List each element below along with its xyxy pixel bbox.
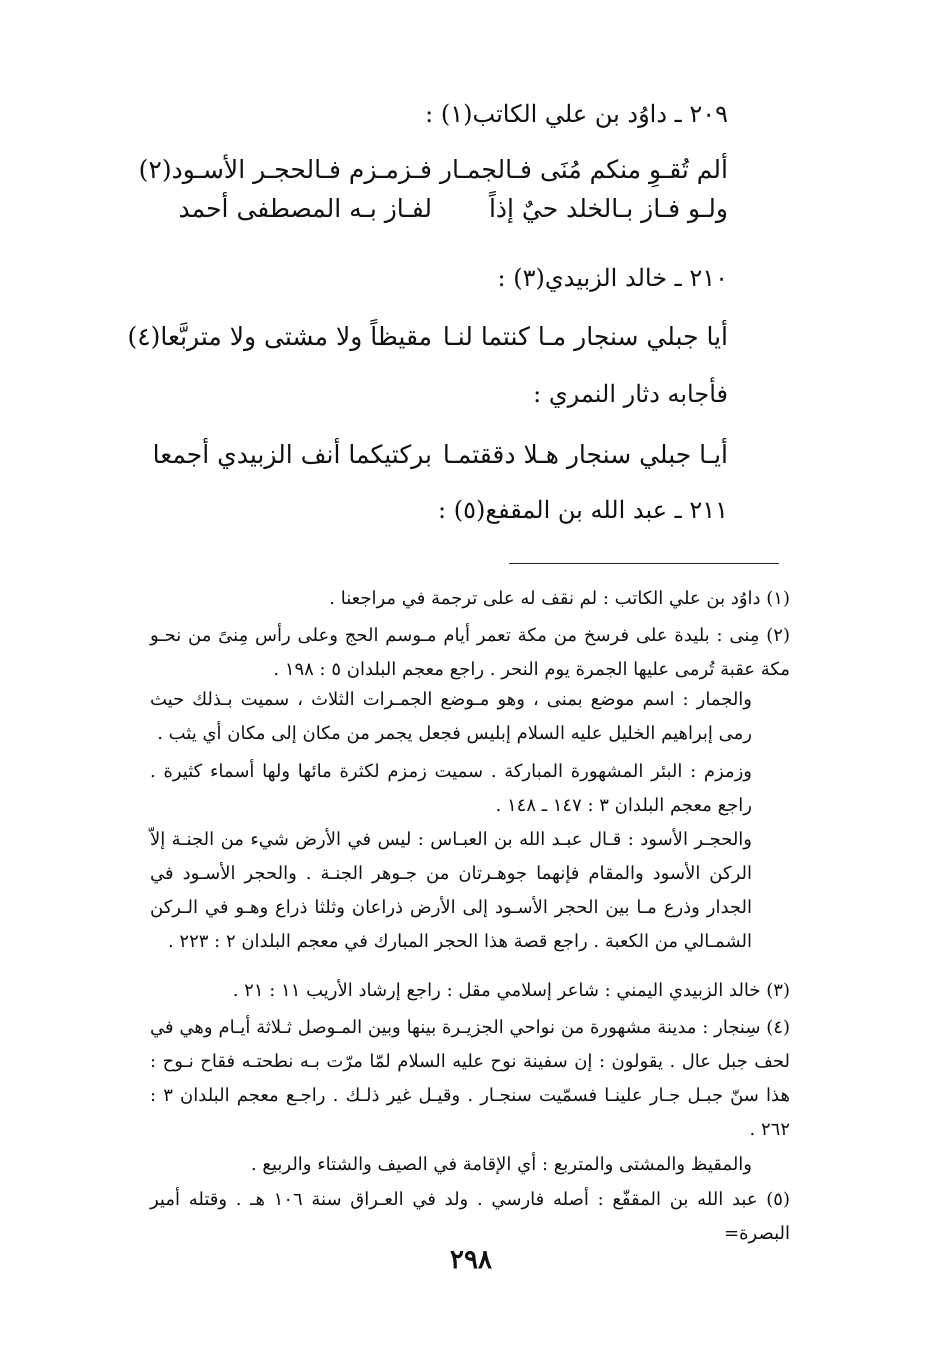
- verse-2-second-hemistich: لفـاز بـه المصطفى أحمد: [178, 194, 432, 223]
- footnote-2: (٢) مِنى : بليدة على فرسخ من مكة تعمر أيام مـوسم الحج وعلى رأس مِنىً من نحـو مكة عقبة تُرمى عليها الجمرة يوم النحر . راجع معجم البلدان ٥ : ١٩٨ .: [150, 625, 790, 680]
- verse-2-first-hemistich: ولـو فـاز بـالخلد حيٌ إذاً: [488, 194, 728, 223]
- footnote-1: (١) داوُد بن علي الكاتب : لم نقف له على ترجمة في مراجعنا .: [329, 588, 790, 609]
- page-number: ٢٩٨: [450, 1245, 492, 1275]
- verse-1-second-hemistich: فـزمـزم فـالحجـر الأسـود(٢): [138, 155, 432, 184]
- footnote-2-zamzam: وزمزم : البئر المشهورة المباركة . سميت زمزم لكثرة مائها ولها أسماء كثيرة . راجع معجم البلدان ٣ : ١٤٧ ـ ١٤٨ .: [150, 761, 752, 816]
- verse-4-first-hemistich: أيـا جبلي سنجار هـلا دققتمـا: [442, 440, 728, 469]
- footnote-4-muqayyaz: والمقيظ والمشتى والمتربع : أي الإقامة في الصيف والشتاء والربيع .: [250, 1154, 752, 1175]
- footnote-2-black-stone: والحجـر الأسود : قـال عبـد الله بن العبـاس : ليس في الأرض شيء من الجنـة إلاّ الركن الأسود والمقام فإنهما جوهـرتان من جـوهر الجنـة . والحجر الأسـود في الجدار وذرع مـا بين الحجر الأسـود إلى الأرض ذراعان وثلثا ذراع وهـو في الـركن الشمـالي من الكعبة . راجع قصة هذا الحجر المبارك في معجم البلدان ٢ : ٢٢٣ .: [150, 829, 752, 952]
- footnote-4: (٤) سِنجار : مدينة مشهورة من نواحي الجزيـرة بينها وبين المـوصل ثـلاثة أيـام وهي في لحف جبل عال . يقولون : إن سفينة نوح عليه السلام لمّا مرّت بـه نطحتـه فقاح نـوح : هذا سنّ جبـل جـار علينـا فسمّيت سنجـار . وقيـل غير ذلـك . راجـع معجم البلدان ٣ : ٢٦٢ .: [150, 1017, 790, 1140]
- verse-4-second-hemistich: بركتيكما أنف الزبيدي أجمعا: [152, 440, 432, 469]
- entry-heading-210: ٢١٠ ـ خالد الزبيدي(٣) :: [497, 264, 728, 292]
- footnote-separator: [509, 563, 779, 564]
- verse-3-first-hemistich: أيا جبلي سنجار مـا كنتما لنـا: [442, 322, 728, 351]
- footnote-2-jimar: والجمار : اسم موضع بمنى ، وهو مـوضع الجمـرات الثلاث ، سميت بـذلك حيث رمى إبراهيم الخليل عليه السلام إبليس فجعل يجمر من مكان إلى مكان أي يثب .: [150, 689, 752, 744]
- footnote-5: (٥) عبد الله بن المقفّع : أصله فارسي . ولد في العـراق سنة ١٠٦ هـ . وقتله أمير البصرة=: [150, 1189, 790, 1244]
- entry-heading-211: ٢١١ ـ عبد الله بن المقفع(٥) :: [438, 496, 728, 524]
- verse-3-second-hemistich: مقيظاً ولا مشتى ولا متربَّعا(٤): [127, 322, 432, 351]
- entry-heading-209: ٢٠٩ ـ داوُد بن علي الكاتب(١) :: [425, 100, 728, 128]
- footnote-3: (٣) خالد الزبيدي اليمني : شاعر إسلامي مقل : راجع إرشاد الأريب ١١ : ٢١ .: [232, 980, 790, 1001]
- verse-1-first-hemistich: ألم تُقـوِ منكم مُنَى فـالجمـار: [439, 155, 728, 184]
- reply-heading: فأجابه دثار النمري :: [533, 380, 728, 408]
